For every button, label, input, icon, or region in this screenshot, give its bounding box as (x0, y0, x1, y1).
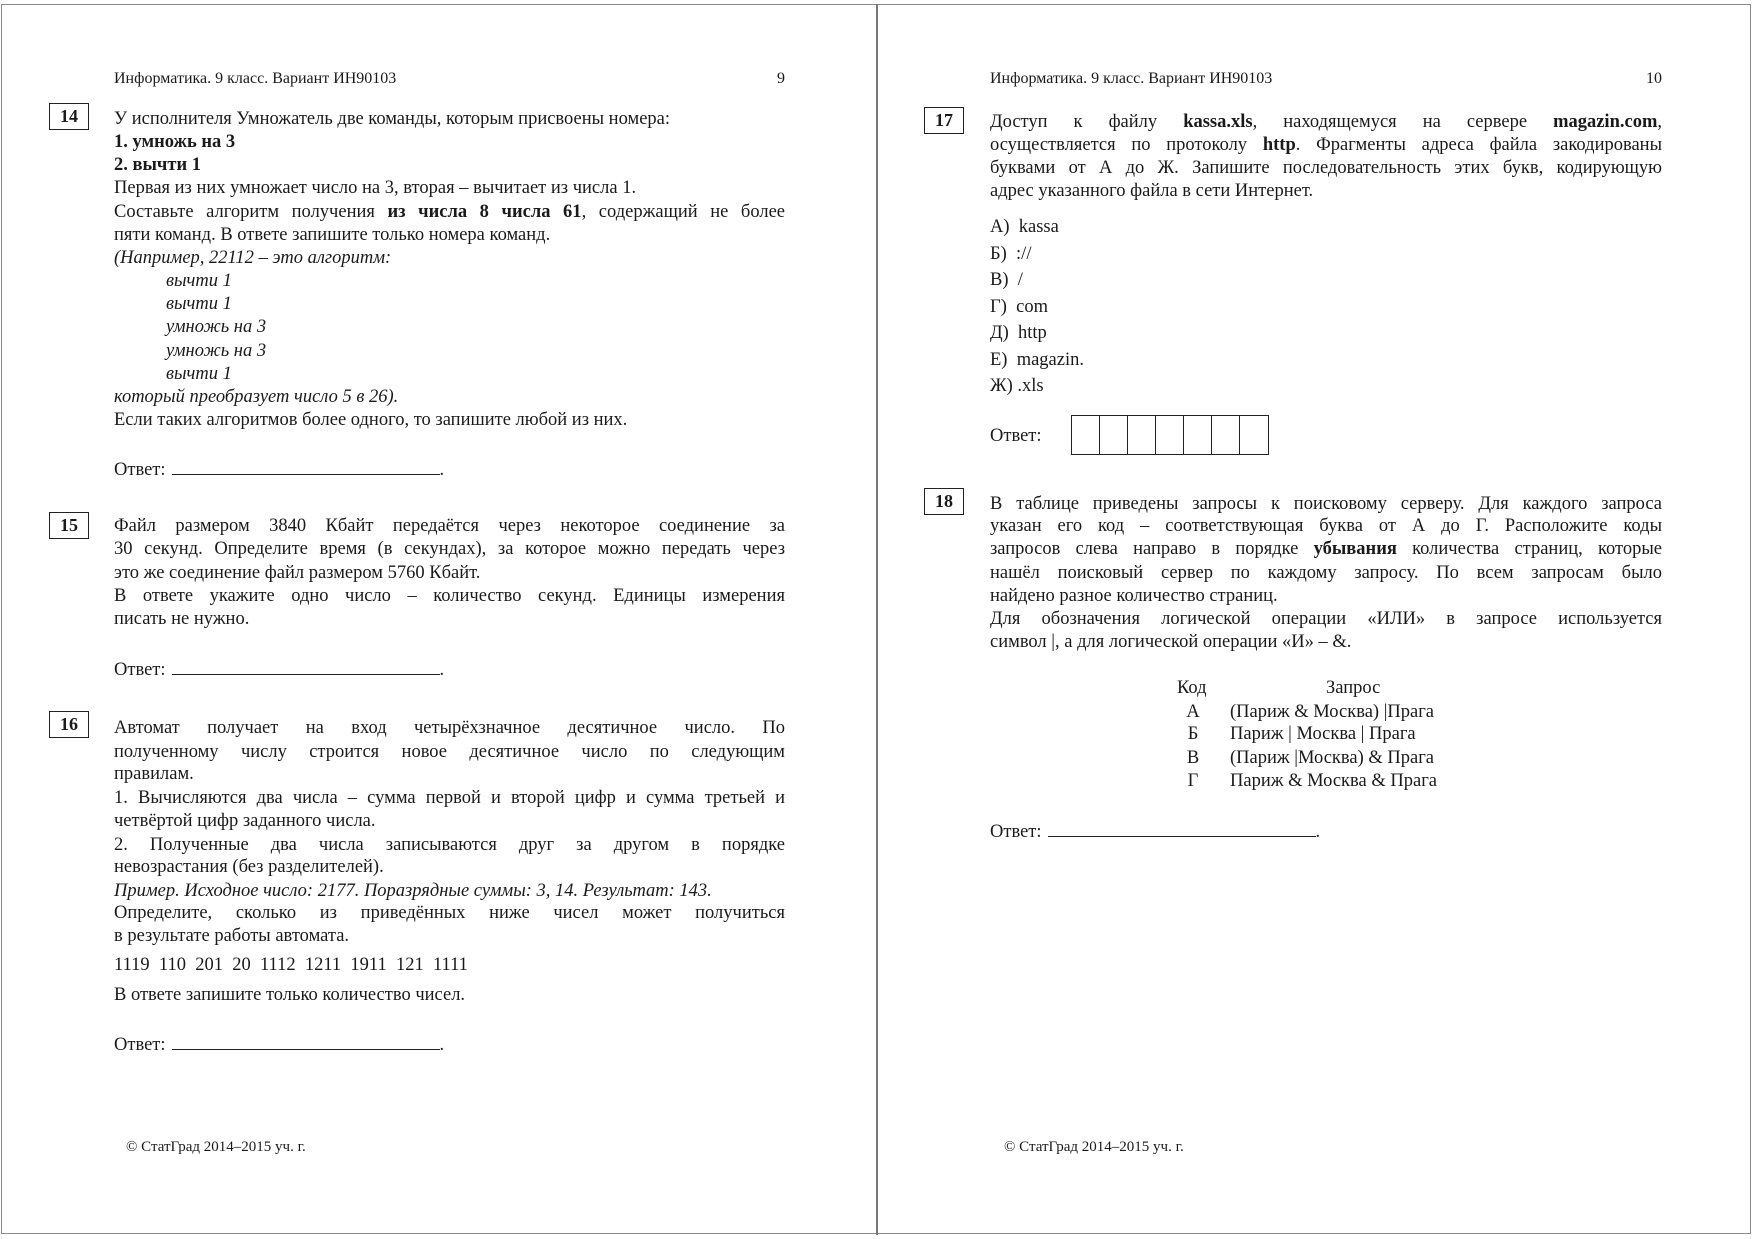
q15-text: писать не нужно. (114, 609, 250, 629)
answer-cell[interactable] (1100, 416, 1128, 454)
q16-text: правилам. (114, 764, 194, 784)
question-number-16: 16 (49, 711, 89, 738)
q16-text: Определите, сколько из приведённых ниже чисел может получиться (114, 903, 785, 923)
q15-text: Файл размером 3840 Кбайт передаётся через некоторое соединение за (114, 516, 785, 536)
q18-text: запросов слева направо в порядке убывания количества страниц, которые (990, 539, 1662, 559)
table-row-code: В (1186, 748, 1200, 768)
q16-text: В ответе запишите только количество чисел. (114, 985, 466, 1005)
command-1: 1. умножь на 3 (114, 132, 236, 152)
answer-cell[interactable] (1072, 416, 1100, 454)
example-step: умножь на 3 (166, 341, 267, 361)
q17-text: адрес указанного файла в сети Интернет. (990, 181, 1314, 201)
option-d: Д) http (990, 323, 1047, 343)
page-header: Информатика. 9 класс. Вариант ИН90103 (114, 70, 397, 87)
answer-field[interactable] (172, 456, 440, 475)
q16-text: 1. Вычисляются два числа – сумма первой и второй цифр и сумма третьей и (114, 788, 785, 808)
q18-text: нашёл поисковый сервер по каждому запросу. По всем запросам было (990, 563, 1662, 583)
table-row-query: (Париж |Москва) & Прага (1230, 748, 1435, 768)
answer-field[interactable] (172, 1031, 440, 1050)
answer-cells[interactable] (1071, 415, 1269, 455)
option-a: А) kassa (990, 217, 1059, 237)
answer-cell[interactable] (1128, 416, 1156, 454)
q14-example: который преобразует число 5 в 26). (114, 387, 399, 407)
table-header-code: Код (1177, 678, 1207, 698)
question-number-17: 17 (924, 107, 964, 134)
answer-field[interactable] (1048, 818, 1316, 837)
option-e: Е) magazin. (990, 350, 1084, 370)
answer-cell[interactable] (1184, 416, 1212, 454)
q16-text: невозрастания (без разделителей). (114, 857, 384, 877)
option-g: Г) com (990, 297, 1048, 317)
option-b: Б) :// (990, 244, 1032, 264)
q14-text: Составьте алгоритм получения из числа 8 числа 61, содержащий не более (114, 202, 785, 222)
q14-example: (Например, 22112 – это алгоритм: (114, 248, 392, 268)
table-row-code: Г (1187, 771, 1199, 791)
table-row-code: Б (1187, 724, 1199, 744)
q18-answer: Ответ: . (990, 818, 1662, 844)
q18-text: символ |, а для логической операции «И» – &. (990, 632, 1352, 652)
example-step: вычти 1 (166, 294, 232, 314)
table-header-query: Запрос (1326, 678, 1381, 698)
table-row-query: (Париж & Москва) |Прага (1230, 702, 1435, 722)
example-step: умножь на 3 (166, 317, 267, 337)
table-row-query: Париж & Москва & Прага (1230, 771, 1438, 791)
q16-numbers: 1119 110 201 20 1112 1211 1911 121 1111 (114, 955, 468, 975)
option-v: В) / (990, 270, 1023, 290)
q16-text: четвёртой цифр заданного числа. (114, 811, 376, 831)
q15-text: это же соединение файл размером 5760 Кбайт. (114, 563, 481, 583)
page-header: Информатика. 9 класс. Вариант ИН90103 (990, 70, 1273, 87)
answer-field[interactable] (172, 656, 440, 675)
question-number-15: 15 (49, 512, 89, 539)
q16-text: полученному числу строится новое десятичное число по следующим (114, 742, 785, 762)
page-10 (877, 0, 1754, 1239)
q18-text: указан его код – соответствующая буква от А до Г. Расположите коды (990, 516, 1662, 536)
q18-text: Для обозначения логической операции «ИЛИ» в запросе используется (990, 609, 1662, 629)
table-row-code: А (1186, 702, 1200, 722)
q16-example: Пример. Исходное число: 2177. Поразрядные суммы: 3, 14. Результат: 143. (114, 881, 712, 901)
q18-text: найдено разное количество страниц. (990, 586, 1278, 606)
q18-text: В таблице приведены запросы к поисковому серверу. Для каждого запроса (990, 494, 1662, 514)
question-number-18: 18 (924, 488, 964, 515)
q15-text: 30 секунд. Определите время (в секундах), за которое можно передать через (114, 539, 785, 559)
answer-cell[interactable] (1212, 416, 1240, 454)
table-row-query: Париж | Москва | Прага (1230, 724, 1416, 744)
q14-answer: Ответ: . (114, 456, 785, 482)
q14-text: Если таких алгоритмов более одного, то запишите любой из них. (114, 410, 628, 430)
command-2: 2. вычти 1 (114, 155, 201, 175)
answer-cell[interactable] (1240, 416, 1268, 454)
q15-text: В ответе укажите одно число – количество секунд. Единицы измерения (114, 586, 785, 606)
q16-answer: Ответ: . (114, 1031, 785, 1057)
q17-answer-label: Ответ: (990, 426, 1042, 446)
answer-cell[interactable] (1156, 416, 1184, 454)
q14-text: У исполнителя Умножатель две команды, которым присвоены номера: (114, 109, 671, 129)
example-step: вычти 1 (166, 271, 232, 291)
page-number: 9 (777, 70, 785, 87)
example-step: вычти 1 (166, 364, 232, 384)
q17-text: буквами от А до Ж. Запишите последовательность этих букв, кодирующую (990, 158, 1662, 178)
footer-copyright: © СтатГрад 2014–2015 уч. г. (126, 1139, 306, 1155)
option-zh: Ж) .xls (990, 376, 1044, 396)
q14-text: Первая из них умножает число на 3, вторая – вычитает из числа 1. (114, 178, 637, 198)
q17-text: осуществляется по протоколу http. Фрагменты адреса файла закодированы (990, 135, 1662, 155)
q17-text: Доступ к файлу kassa.xls, находящемуся на сервере magazin.com, (990, 112, 1662, 132)
q14-text: пяти команд. В ответе запишите только номера команд. (114, 225, 551, 245)
question-number-14: 14 (49, 103, 89, 130)
q16-text: Автомат получает на вход четырёхзначное десятичное число. По (114, 718, 785, 738)
footer-copyright: © СтатГрад 2014–2015 уч. г. (1004, 1139, 1184, 1155)
q15-answer: Ответ: . (114, 656, 785, 682)
page-number: 10 (1646, 70, 1662, 87)
q16-text: в результате работы автомата. (114, 926, 350, 946)
q16-text: 2. Полученные два числа записываются друг за другом в порядке (114, 835, 785, 855)
